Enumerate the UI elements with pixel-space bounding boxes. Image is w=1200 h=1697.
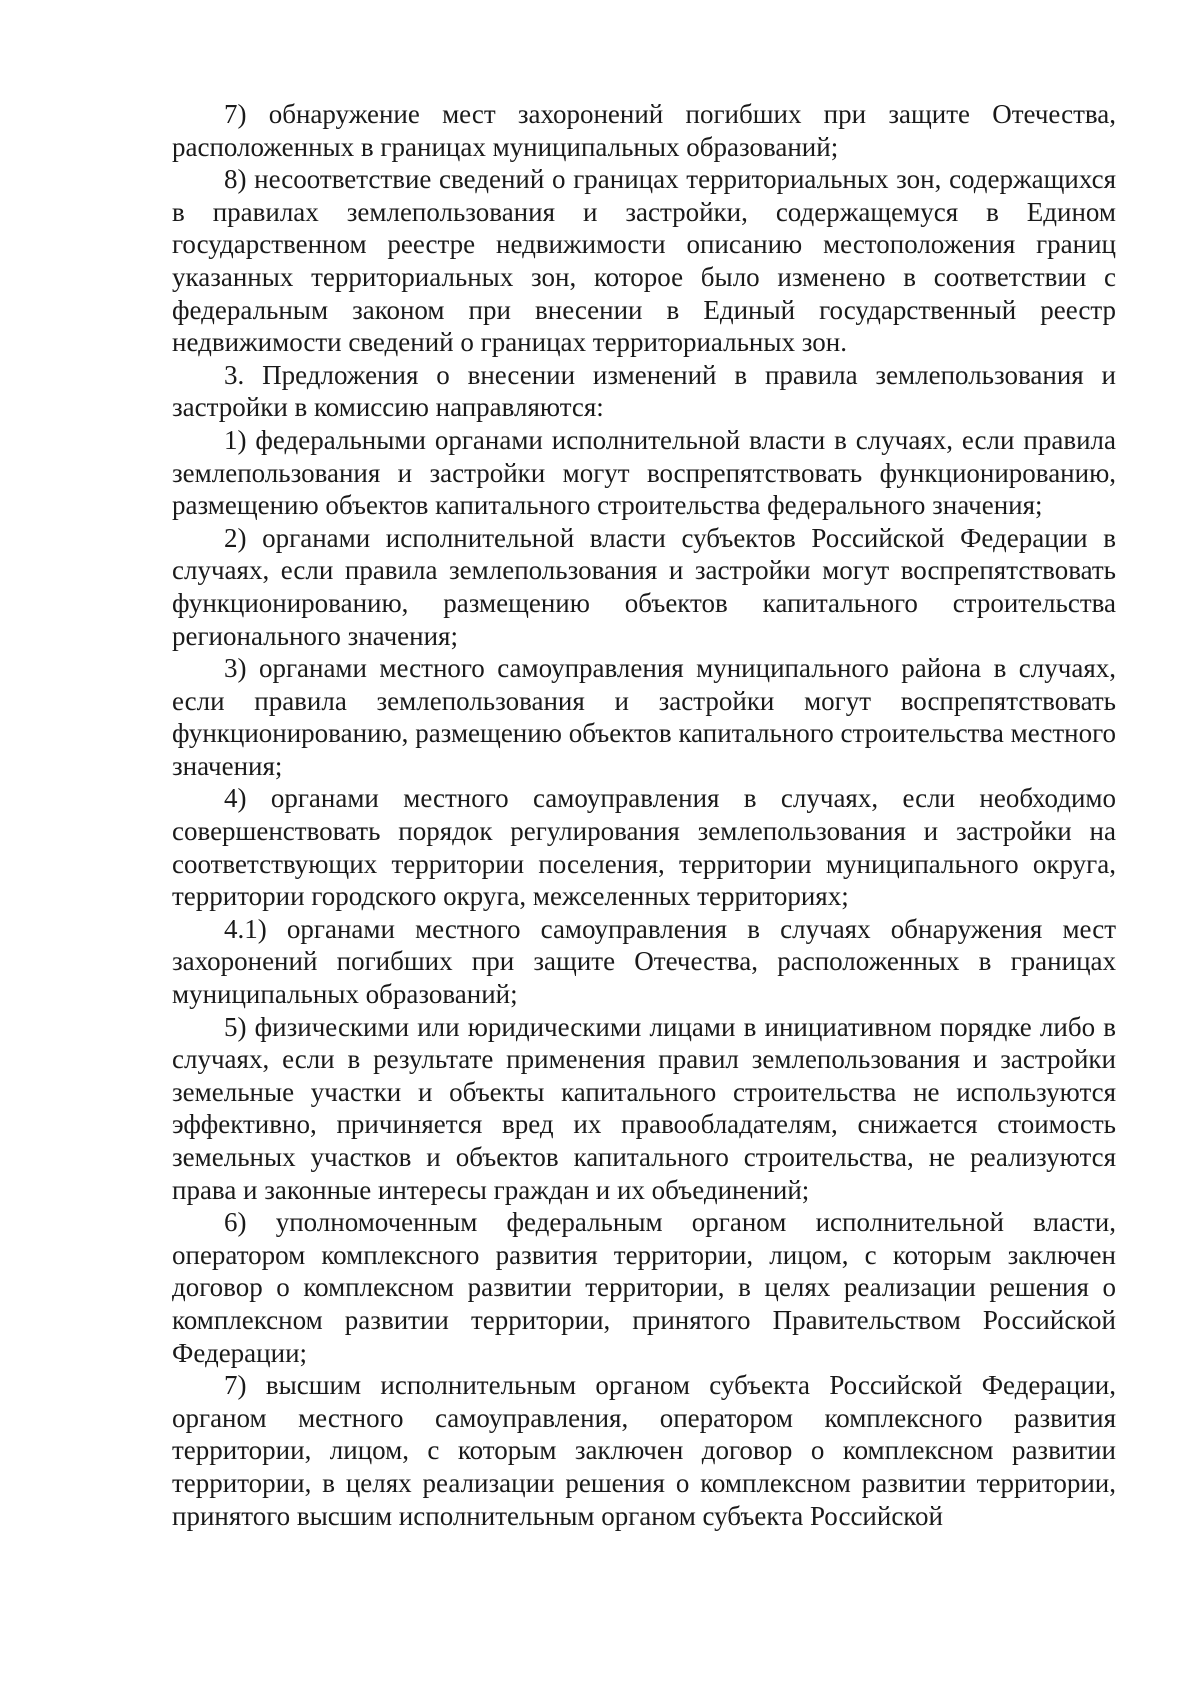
paragraph-item-3-district-bodies: 3) органами местного самоуправления муниципального района в случаях, если правила землепользования и застройки могут воспрепятствовать функционированию, размещению объектов капитального строительства местного значения; — [172, 653, 1116, 781]
paragraph-item-1-federal-bodies: 1) федеральными органами исполнительной власти в случаях, если правила землепользования и застройки могут воспрепятствовать функционированию, размещению объектов капитального строительства федерального значения; — [172, 424, 1116, 521]
paragraph-item-8-zones-mismatch: 8) несоответствие сведений о границах территориальных зон, содержащихся в правилах землепользования и застройки, содержащемуся в Едином государственном реестре недвижимости описанию местоположения границ указанных территориальных зон, которое было изменено в соответствии с федеральным законом при внесении в Единый государственный реестр недвижимости сведений о границах территориальных зон. — [172, 164, 1116, 358]
paragraph-section-3-proposals: 3. Предложения о внесении изменений в правила землепользования и застройки в комиссию направляются: — [172, 359, 1116, 423]
paragraph-item-4-local-bodies: 4) органами местного самоуправления в случаях, если необходимо совершенствовать порядок регулирования землепользования и застройки на соответствующих территории поселения, территории муниципального округа, территории городского округа, межселенных территориях; — [172, 783, 1116, 912]
paragraph-item-4-1-local-burials: 4.1) органами местного самоуправления в случаях обнаружения мест захоронений погибших при защите Отечества, расположенных в границах муниципальных образований; — [172, 913, 1116, 1010]
paragraph-item-2-regional-bodies: 2) органами исполнительной власти субъектов Российской Федерации в случаях, если правила землепользования и застройки могут воспрепятствовать функционированию, размещению объектов капитального строительства регионального значения; — [172, 522, 1116, 651]
paragraph-item-7-burials: 7) обнаружение мест захоронений погибших при защите Отечества, расположенных в границах муниципальных образований; — [172, 99, 1116, 162]
paragraph-item-5-individuals: 5) физическими или юридическими лицами в инициативном порядке либо в случаях, если в результате применения правил землепользования и застройки земельные участки и объекты капитального строительства не используются эффективно, причиняется вред их правообладателям, снижается стоимость земельных участков и объектов капитального строительства, не реализуются права и законные интересы граждан и их объединений; — [172, 1011, 1116, 1205]
document-body — [172, 98, 1116, 1532]
paragraph-item-6-federal-authorized: 6) уполномоченным федеральным органом исполнительной власти, оператором комплексного развития территории, лицом, с которым заключен договор о комплексном развитии территории, в целях реализации решения о комплексном развитии территории, принятого Правительством Российской Федерации; — [172, 1207, 1116, 1368]
paragraph-item-7-regional-executive: 7) высшим исполнительным органом субъекта Российской Федерации, органом местного самоуправления, оператором комплексного развития территории, лицом, с которым заключен договор о комплексном развитии территории, в целях реализации решения о комплексном развитии территории, принятого высшим исполнительным органом субъекта Российской — [172, 1370, 1116, 1531]
